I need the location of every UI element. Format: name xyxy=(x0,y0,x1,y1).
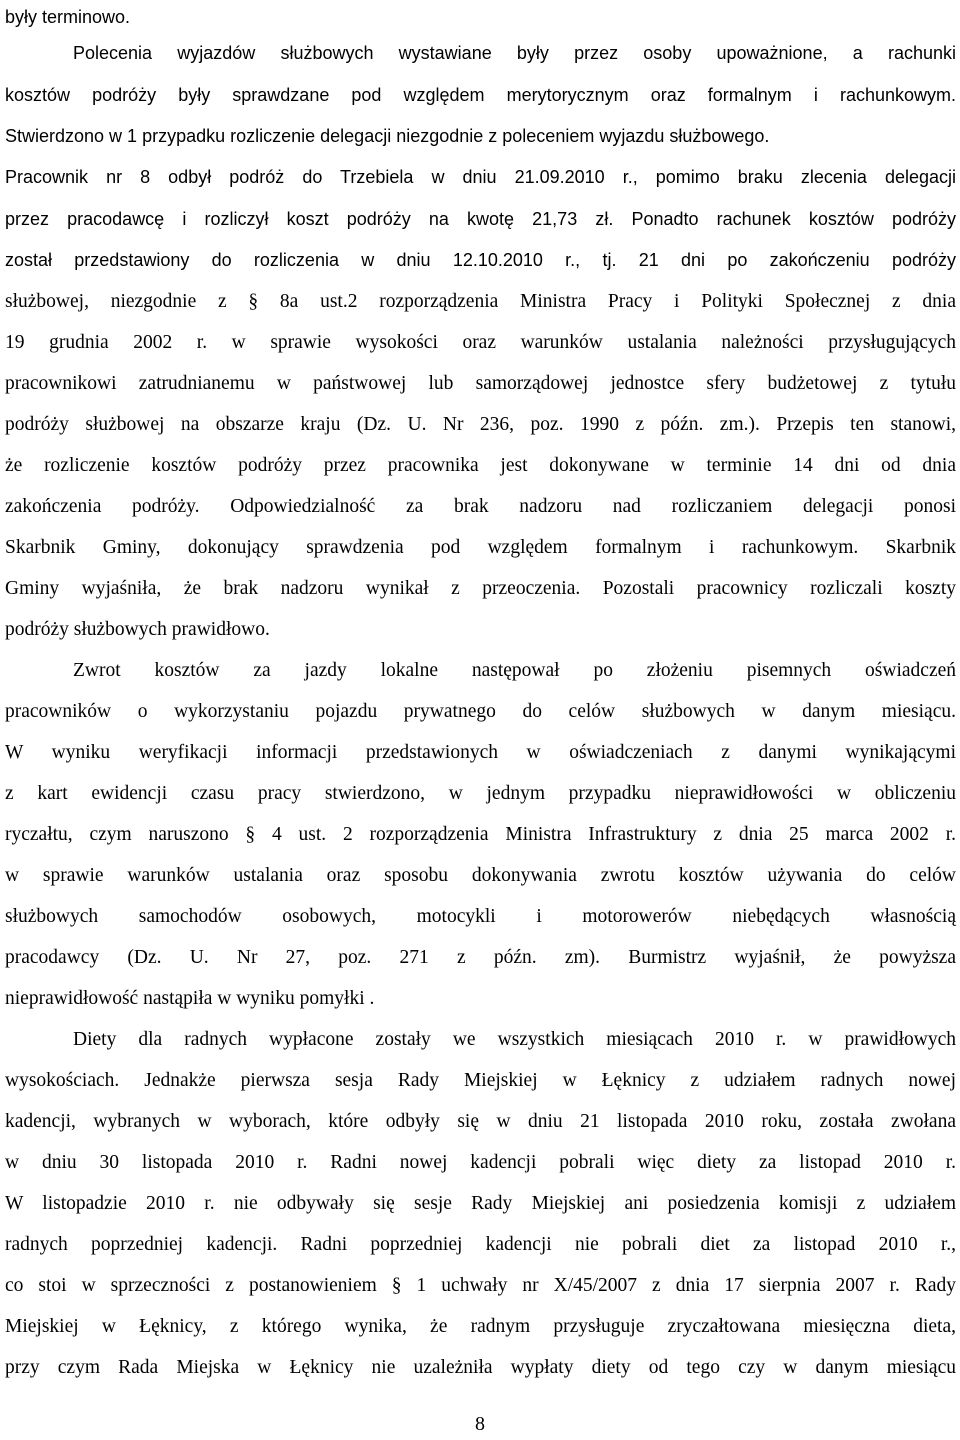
text-line: co stoi w sprzeczności z postanowieniem § 1 uchwały nr X/45/2007 z dnia 17 sierpnia 2007 r. Rady xyxy=(5,1275,956,1296)
text-line: służbowych samochodów osobowych, motocykli i motorowerów niebędących własnością xyxy=(5,906,956,927)
text-line: pracodawcy (Dz. U. Nr 27, poz. 271 z późn. zm). Burmistrz wyjaśnił, że powyższa xyxy=(5,947,956,968)
text-line: Polecenia wyjazdów służbowych wystawiane były przez osoby upoważnione, a rachunki xyxy=(73,43,956,63)
text-line: Gminy wyjaśniła, że brak nadzoru wynikał z przeoczenia. Pozostali pracownicy rozliczali koszty xyxy=(5,578,956,599)
text-line: w dniu 30 listopada 2010 r. Radni nowej kadencji pobrali więc diety za listopad 2010 r. xyxy=(5,1152,956,1173)
text-line: radnych poprzedniej kadencji. Radni poprzedniej kadencji nie pobrali diet za listopad 2010 r., xyxy=(5,1234,956,1255)
text-line: kosztów podróży były sprawdzane pod względem merytorycznym oraz formalnym i rachunkowym. xyxy=(5,85,956,105)
text-line: wysokościach. Jednakże pierwsza sesja Rady Miejskiej w Łęknicy z udziałem radnych nowej xyxy=(5,1070,956,1091)
text-line: były terminowo. xyxy=(5,7,131,27)
text-line: W listopadzie 2010 r. nie odbywały się sesje Rady Miejskiej ani posiedzenia komisji z udziałem xyxy=(5,1193,956,1214)
text-line: przy czym Rada Miejska w Łęknicy nie uzależniła wypłaty diety od tego czy w danym miesiącu xyxy=(5,1357,956,1378)
text-line: Zwrot kosztów za jazdy lokalne następował po złożeniu pisemnych oświadczeń xyxy=(73,660,956,681)
text-line: podróży służbowej na obszarze kraju (Dz. U. Nr 236, poz. 1990 z późn. zm.). Przepis ten stanowi, xyxy=(5,414,956,435)
text-line: pracownikowi zatrudnianemu w państwowej lub samorządowej jednostce sfery budżetowej z tytułu xyxy=(5,373,956,394)
text-line: Pracownik nr 8 odbył podróż do Trzebiela w dniu 21.09.2010 r., pomimo braku zlecenia delegacji xyxy=(5,167,956,187)
text-line: kadencji, wybranych w wyborach, które odbyły się w dniu 21 listopada 2010 roku, została zwołana xyxy=(5,1111,956,1132)
text-line: w sprawie warunków ustalania oraz sposobu dokonywania zwrotu kosztów używania do celów xyxy=(5,865,956,886)
text-line: podróży służbowych prawidłowo. xyxy=(5,619,270,640)
text-line: że rozliczenie kosztów podróży przez pracownika jest dokonywane w terminie 14 dni od dnia xyxy=(5,455,956,476)
text-line: został przedstawiony do rozliczenia w dniu 12.10.2010 r., tj. 21 dni po zakończeniu podróży xyxy=(5,250,956,270)
text-line: W wyniku weryfikacji informacji przedstawionych w oświadczeniach z danymi wynikającymi xyxy=(5,742,956,763)
text-line: nieprawidłowość nastąpiła w wyniku pomyłki . xyxy=(5,988,375,1009)
text-line: zakończenia podróży. Odpowiedzialność za brak nadzoru nad rozliczaniem delegacji ponosi xyxy=(5,496,956,517)
text-line: ryczałtu, czym naruszono § 4 ust. 2 rozporządzenia Ministra Infrastruktury z dnia 25 marca 2002 r. xyxy=(5,824,956,845)
text-line: pracowników o wykorzystaniu pojazdu prywatnego do celów służbowych w danym miesiącu. xyxy=(5,701,956,722)
text-line: Miejskiej w Łęknicy, z którego wynika, że radnym przysługuje zryczałtowana miesięczna dieta, xyxy=(5,1316,956,1337)
text-line: 19 grudnia 2002 r. w sprawie wysokości oraz warunków ustalania należności przysługujących xyxy=(5,332,956,353)
text-line: służbowej, niezgodnie z § 8a ust.2 rozporządzenia Ministra Pracy i Polityki Społecznej z dnia xyxy=(5,291,956,312)
text-line: z kart ewidencji czasu pracy stwierdzono, w jednym przypadku nieprawidłowości w obliczeniu xyxy=(5,783,956,804)
text-line: Skarbnik Gminy, dokonujący sprawdzenia pod względem formalnym i rachunkowym. Skarbnik xyxy=(5,537,956,558)
text-line: przez pracodawcę i rozliczył koszt podróży na kwotę 21,73 zł. Ponadto rachunek kosztów podróży xyxy=(5,209,956,229)
text-line: Stwierdzono w 1 przypadku rozliczenie delegacji niezgodnie z poleceniem wyjazdu służbowego. xyxy=(5,126,770,146)
page-number: 8 xyxy=(475,1413,485,1435)
text-line: Diety dla radnych wypłacone zostały we wszystkich miesiącach 2010 r. w prawidłowych xyxy=(73,1029,956,1050)
